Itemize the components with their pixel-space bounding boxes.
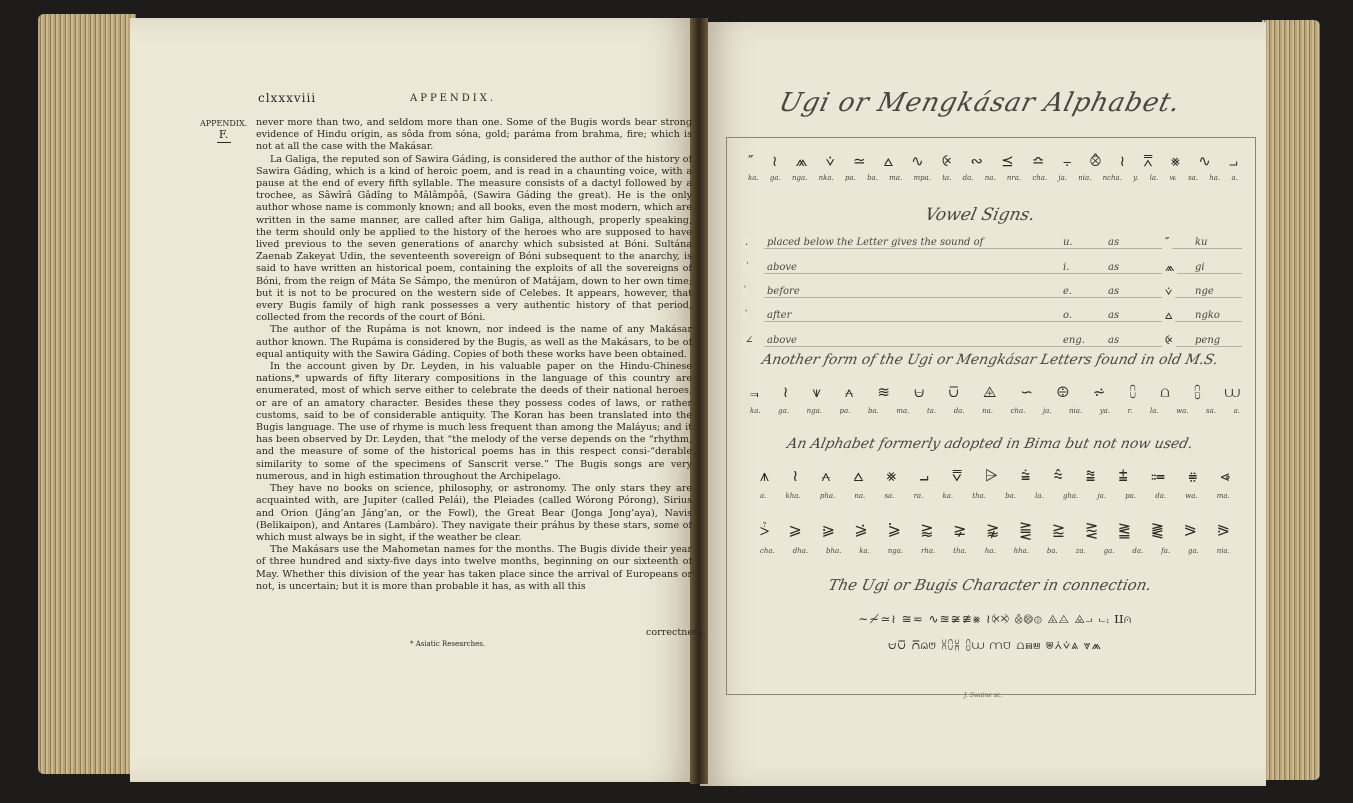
alphabet-label: nga. — [791, 174, 808, 182]
bima-glyph: ⨼ — [919, 466, 929, 485]
bima-glyph: ⩢ — [952, 466, 962, 485]
old-form-label: da. — [953, 407, 965, 415]
bima-label: ja. — [1097, 492, 1107, 500]
bima-glyph: ⪈ — [953, 520, 967, 539]
vowel-sign-row — [742, 237, 1242, 253]
bima-glyph: ⩚ — [760, 466, 770, 485]
alphabet-glyph: ⨪ — [1062, 152, 1072, 170]
bima-glyph: ⩷ — [1188, 466, 1198, 485]
alphabet-label: ja. — [1058, 174, 1067, 182]
bima-label: ka. — [859, 547, 870, 555]
vowel-sample-glyph: ⩒ — [1162, 284, 1175, 299]
alphabet-label: a. — [1231, 174, 1238, 182]
alphabet-label: nra. — [1006, 174, 1022, 182]
alphabet-glyph: ∿ — [1198, 152, 1211, 170]
bugis-connection-heading: The Ugi or Bugis Character in connection. — [826, 576, 1154, 594]
vowel-sign-row — [742, 262, 1242, 278]
bima-label: hha. — [1013, 547, 1029, 555]
old-form-glyph: ⩊ — [1224, 383, 1240, 401]
engraver-credit: J. Swaine sc. — [964, 692, 1003, 699]
bima-label: da. — [1155, 492, 1167, 500]
bima-label: nia. — [1216, 547, 1230, 555]
alphabet-glyph-row — [748, 152, 1238, 170]
margin-note — [200, 118, 247, 143]
old-form-glyph: ∽ — [1020, 383, 1033, 401]
old-form-glyph: ⨹ — [982, 383, 997, 401]
bima-label: kha. — [785, 492, 801, 500]
bima-label: tha. — [972, 492, 986, 500]
old-form-label: nga. — [806, 407, 822, 415]
bima-glyph: ⪖ — [1183, 520, 1198, 539]
vowel-sign-row — [742, 310, 1242, 326]
vowel-as: as — [1105, 286, 1122, 297]
old-form-label: cha. — [1010, 407, 1026, 415]
old-form-glyph-row — [750, 383, 1240, 401]
alphabet-label: sa. — [1188, 174, 1199, 182]
old-form-glyph: ⩛ — [812, 383, 821, 401]
vowel-as: as — [1105, 237, 1122, 248]
vowel-as: as — [1105, 262, 1122, 273]
alphabet-glyph: ∾ — [970, 152, 983, 170]
old-form-label: ja. — [1042, 407, 1052, 415]
paragraph: The Makásars use the Mahometan names for the months. The Bugis divide their year of three hundred and sixty-five days into twelve months, beginning on our sixteenth of May. Whether this division of the year has taken place since the arrival of Europeans or not, is uncertain; but it is more than probable it has, as with all this — [256, 544, 692, 592]
margin-rule — [217, 142, 231, 143]
bima-label: a. — [760, 492, 767, 500]
vowel-sample-glyph: ″ — [1162, 235, 1172, 249]
vowel-example: ngko — [1192, 310, 1223, 321]
old-form-glyph: ⩉ — [1193, 383, 1201, 401]
vowel-sample-glyph: ⨴ — [1162, 333, 1176, 348]
bugis-script-line-2: ⩁⩂ ⩃⩄⩅ ⩆⩇⩈ ⩉⩊ ⩋⩌ ⩍⩎⩏ ⩐⩑⩒⩓ ⩔⩕ — [887, 638, 1102, 652]
vowel-sign-row — [742, 335, 1242, 351]
bima-glyph: ⪊ — [986, 520, 1000, 539]
body-text — [256, 117, 692, 637]
vowel-mark — [742, 310, 748, 321]
bima-glyph: ⩼ — [760, 520, 770, 539]
vowel-sample-glyph: ⩕ — [1162, 260, 1177, 275]
old-form-label: ba. — [867, 407, 879, 415]
alphabet-glyph: ⨳ — [1170, 152, 1181, 170]
alphabet-glyph: ⨶ — [1089, 152, 1102, 170]
alphabet-label-row — [748, 174, 1238, 182]
paragraph: In the account given by Dr. Leyden, in his valuable paper on the Hindu-Chinese nations,* upwards of fifty literary compositions in the language of this country are enumerated, most of which serve either to celebrate the deeds of their national heroes, or are of an amatory character. Besides these they possess codes of laws, or rather customs, said to be of considerable antiquity. The Koran has been translated into the Bugis language. The use of rhyme is much less frequent than among the Maláyus; and it has been observed by Dr. Leyden, that “the melody of the verse depends on the “rhythm, and the measure of some of the historical poems has in this respect consi-“derable similarity to some of the specimens of Sanscrit verse.” The Bugis songs are very numerous, and in high estimation throughout the Archipelago. — [256, 361, 692, 482]
alphabet-label: nka. — [818, 174, 834, 182]
bima-label: gha. — [1062, 492, 1079, 500]
bima-heading: An Alphabet formerly adopted in Bima but not now used. — [785, 436, 1195, 452]
paragraph: never more than two, and seldom more than one. Some of the Bugis words bear strong evidence of Hindu origin, as sôda from sóna, gold; paráma from brahma, fire; which is not at all the case with the Makásar. — [256, 117, 692, 153]
bima-glyph: ⩴ — [1150, 466, 1165, 485]
bima-label: tha. — [953, 547, 967, 555]
paragraph: La Galiga, the reputed son of Sawira Gáding, is considered the author of the history of Sawira Gáding, which is a kind of heroic poem, and is read in a chaunting voice, with a pause at the end of every fifth syllable. The measure consists of a dactyl followed by a trochee, as Sâwîrâ Gâdîng to Mâlâmpôâ, (Sawira Gáding the great). He is the only author whose name is commonly known; and all books, even the most modern, which are written in the same manner, are called after him Galiga, although, properly speaking, the term should only be applied to the history of the heroes who are supposed to have lived previous to the seven generations of anarchy which subsisted at Bóni. Sultána Zaenab Zakeyat Udin, the seventeenth sovereign of Bóni subsequent to the anarchy, is said to have written an historical poem, containing the exploits of all the sovereigns of Bóni, from the reign of Máta Se Sámpo, the menúron of Matájam, down to her own time; but it is not to be procured on the western side of Celebes. It appears, however, that every Bugis family of high rank possesses a very authentic history of that period, collected from the records of the court of Bóni. — [256, 153, 692, 324]
bima-glyph: ⩹ — [1220, 466, 1230, 485]
right-page-edges — [1262, 20, 1320, 780]
bugis-script-line-1: ∼≁≃≀ ≅≂ ∿≊≆≇⨳ ≀⨴⨵ ⨶⨷⨸ ⨹⨺ ⨻⨼ ⨽⨾ ⨿⩀ — [858, 612, 1132, 626]
old-form-label-row — [750, 407, 1240, 415]
vowel-mark: . — [742, 237, 751, 248]
bima-label: la. — [1035, 492, 1044, 500]
bima-glyph: ⪘ — [1216, 520, 1230, 539]
catchword: correctness, — [646, 627, 706, 638]
plate-title: Ugi or Mengkásar Alphabet. — [776, 88, 1184, 118]
alphabet-glyph: ≀ — [771, 152, 778, 170]
bima-label: sa. — [884, 492, 895, 500]
old-form-label: r. — [1127, 407, 1133, 415]
bima-glyph-row-1 — [760, 466, 1230, 486]
bima-glyph: ⪐ — [1084, 520, 1099, 539]
bima-label: nga. — [887, 547, 904, 555]
bima-glyph: ⩭ — [1020, 466, 1031, 485]
bima-label: ba. — [1046, 547, 1058, 555]
vowel-as: as — [1105, 310, 1122, 321]
old-form-glyph: ⩫ — [1092, 383, 1106, 401]
alphabet-label: ga. — [769, 174, 781, 182]
bima-glyph: ⪄ — [887, 520, 901, 539]
bima-label: na. — [854, 492, 866, 500]
alphabet-label: ka. — [748, 174, 759, 182]
alphabet-glyph: ⩒ — [825, 152, 835, 170]
bima-glyph: ⩾ — [788, 520, 802, 539]
bima-label: bha. — [825, 547, 842, 555]
alphabet-label: y. — [1133, 174, 1139, 182]
running-head: APPENDIX. — [410, 93, 496, 104]
old-form-label: a. — [1233, 407, 1240, 415]
vowel-description: before — [764, 286, 803, 297]
vowel-as: as — [1105, 335, 1122, 346]
alphabet-glyph: ≃ — [853, 152, 866, 170]
bima-label: ha. — [984, 547, 996, 555]
bima-glyph: ⪎ — [1051, 520, 1066, 539]
bima-label-row-2 — [760, 547, 1230, 555]
bima-glyph: ⪆ — [920, 520, 934, 539]
old-form-glyph: ⩂ — [948, 383, 959, 401]
vowel-description: placed below the Letter gives the sound of — [764, 237, 986, 248]
old-form-glyph: ⨸ — [1056, 383, 1069, 401]
bima-glyph: ⪂ — [854, 520, 868, 539]
bima-label: ba. — [1005, 492, 1017, 500]
bima-glyph: ⩥ — [984, 466, 998, 485]
bima-label: dha. — [792, 547, 809, 555]
bima-glyph: ⩲ — [1118, 466, 1128, 485]
old-form-label: ka. — [750, 407, 761, 415]
vowel-description: after — [764, 310, 794, 321]
alphabet-label: mpa. — [913, 174, 931, 182]
footnote: * Asiatic Researches. — [410, 640, 486, 648]
bima-label: wa. — [1185, 492, 1198, 500]
alphabet-label: ncha. — [1102, 174, 1122, 182]
left-page-edges — [38, 14, 136, 774]
alphabet-glyph: ∿ — [911, 152, 924, 170]
margin-note-label: APPENDIX. — [200, 119, 248, 128]
alphabet-glyph: ⪯ — [1001, 152, 1014, 170]
old-form-label: pa. — [839, 407, 851, 415]
old-form-label: na. — [982, 407, 994, 415]
bima-glyph: ⪒ — [1117, 520, 1132, 539]
vowel-sound: e. — [1060, 286, 1075, 297]
vowel-signs-heading: Vowel Signs. — [923, 205, 1037, 225]
alphabet-glyph: ⩕ — [795, 152, 808, 170]
alphabet-glyph: ≀ — [1119, 152, 1126, 170]
alphabet-label: ta. — [942, 174, 952, 182]
bima-label: rha. — [921, 547, 936, 555]
vowel-description: above — [764, 262, 800, 273]
old-form-label: la. — [1149, 407, 1159, 415]
alphabet-glyph: ⨼ — [1229, 152, 1238, 170]
old-form-label: ya. — [1099, 407, 1111, 415]
alphabet-glyph: ≏ — [1031, 152, 1045, 170]
vowel-sound: o. — [1060, 310, 1075, 321]
vowel-sound: eng. — [1060, 335, 1088, 346]
old-form-glyph: ⫬ — [750, 383, 759, 401]
bima-glyph: ⨳ — [886, 466, 897, 485]
bima-glyph: ≀ — [792, 466, 799, 485]
old-form-label: ma. — [896, 407, 910, 415]
old-form-glyph: ⩁ — [913, 383, 925, 401]
alphabet-label: da. — [962, 174, 974, 182]
bima-label: pa. — [1125, 492, 1137, 500]
vowel-sound: u. — [1060, 237, 1076, 248]
alphabet-glyph: ″ — [748, 152, 754, 170]
margin-note-letter: F. — [218, 128, 229, 141]
bima-label: za. — [1075, 547, 1086, 555]
bima-label: cha. — [760, 547, 775, 555]
old-form-label: sa. — [1206, 407, 1217, 415]
alphabet-glyph: ⩞ — [1143, 152, 1153, 170]
alphabet-glyph: ⨴ — [941, 152, 953, 170]
vowel-mark: ˙ — [742, 262, 753, 273]
vowel-example: peng — [1192, 335, 1223, 346]
vowel-mark — [742, 286, 748, 297]
alphabet-glyph: ⩟ — [883, 152, 893, 170]
old-form-glyph: ≋ — [877, 383, 890, 401]
alphabet-label: w. — [1169, 174, 1177, 182]
alphabet-label: ma. — [889, 174, 903, 182]
vowel-sign-row — [742, 286, 1242, 302]
bima-glyph: ⩟ — [853, 466, 864, 485]
bima-label: pha. — [819, 492, 836, 500]
old-form-label: wa. — [1176, 407, 1189, 415]
alphabet-label: la. — [1149, 174, 1159, 182]
old-form-glyph: ⩇ — [1129, 383, 1137, 401]
bima-label: ga. — [1188, 547, 1199, 555]
old-form-label: nia. — [1069, 407, 1083, 415]
bima-label: ga. — [1103, 547, 1115, 555]
bima-label-row-1 — [760, 492, 1230, 500]
vowel-example: gi — [1192, 262, 1208, 273]
old-form-heading: Another form of the Ugi or Mengkásar Letters found in old M.S. — [760, 352, 1220, 368]
bima-glyph: ⪀ — [821, 520, 835, 539]
bima-glyph: ⪔ — [1150, 520, 1165, 539]
bima-label: fa. — [1161, 547, 1171, 555]
vowel-example: ku — [1192, 237, 1211, 248]
page-number: clxxxviii — [258, 91, 317, 105]
alphabet-label: ha. — [1209, 174, 1221, 182]
bima-label: ma. — [1216, 492, 1230, 500]
vowel-sample-glyph: ⩟ — [1162, 308, 1175, 323]
bima-glyph-row-2 — [760, 520, 1230, 540]
old-form-label: ga. — [778, 407, 790, 415]
old-form-glyph: ≀ — [782, 383, 789, 401]
old-form-glyph: ⩜ — [844, 383, 854, 401]
bima-glyph: ⩜ — [821, 466, 831, 485]
paragraph: The author of the Rupáma is not known, nor indeed is the name of any Makásar author known. The Rupáma is considered by the Bugis, as well as the Makásars, to be of equal antiquity with the Sawira Gáding. Copies of both these works have been obtained. — [256, 324, 692, 360]
bima-glyph: ⩰ — [1085, 466, 1096, 485]
bima-glyph: ⩯ — [1053, 466, 1063, 485]
old-form-label: ta. — [926, 407, 937, 415]
vowel-sound: i. — [1060, 262, 1072, 273]
vowel-mark: ∠ — [742, 335, 756, 346]
old-form-glyph: ⩍ — [1160, 383, 1170, 401]
bima-label: da. — [1132, 547, 1144, 555]
bima-label: ra. — [913, 492, 924, 500]
bima-label: ka. — [942, 492, 954, 500]
paragraph: They have no books on science, philosophy, or astronomy. The only stars they are acquainted with, are Jupiter (called Pelái), the Pleiades (called Wórong Pórong), Sirius and Orion (Jáng’an Jáng’an, or the Fowl), the Great Bear (Jonga Jong’aya), Navis (Belikaipon), and Antares (Lambáro). They navigate their práhus by these stars, some of which must always be in sight, if the weather be clear. — [256, 483, 692, 543]
alphabet-label: na. — [984, 174, 996, 182]
alphabet-label: cha. — [1032, 174, 1048, 182]
bima-glyph: ⪌ — [1019, 520, 1033, 539]
vowel-example: nge — [1192, 286, 1217, 297]
alphabet-label: pa. — [844, 174, 856, 182]
book-gutter — [690, 18, 708, 784]
alphabet-label: ba. — [867, 174, 878, 182]
alphabet-label: nia. — [1078, 174, 1092, 182]
vowel-description: above — [764, 335, 800, 346]
